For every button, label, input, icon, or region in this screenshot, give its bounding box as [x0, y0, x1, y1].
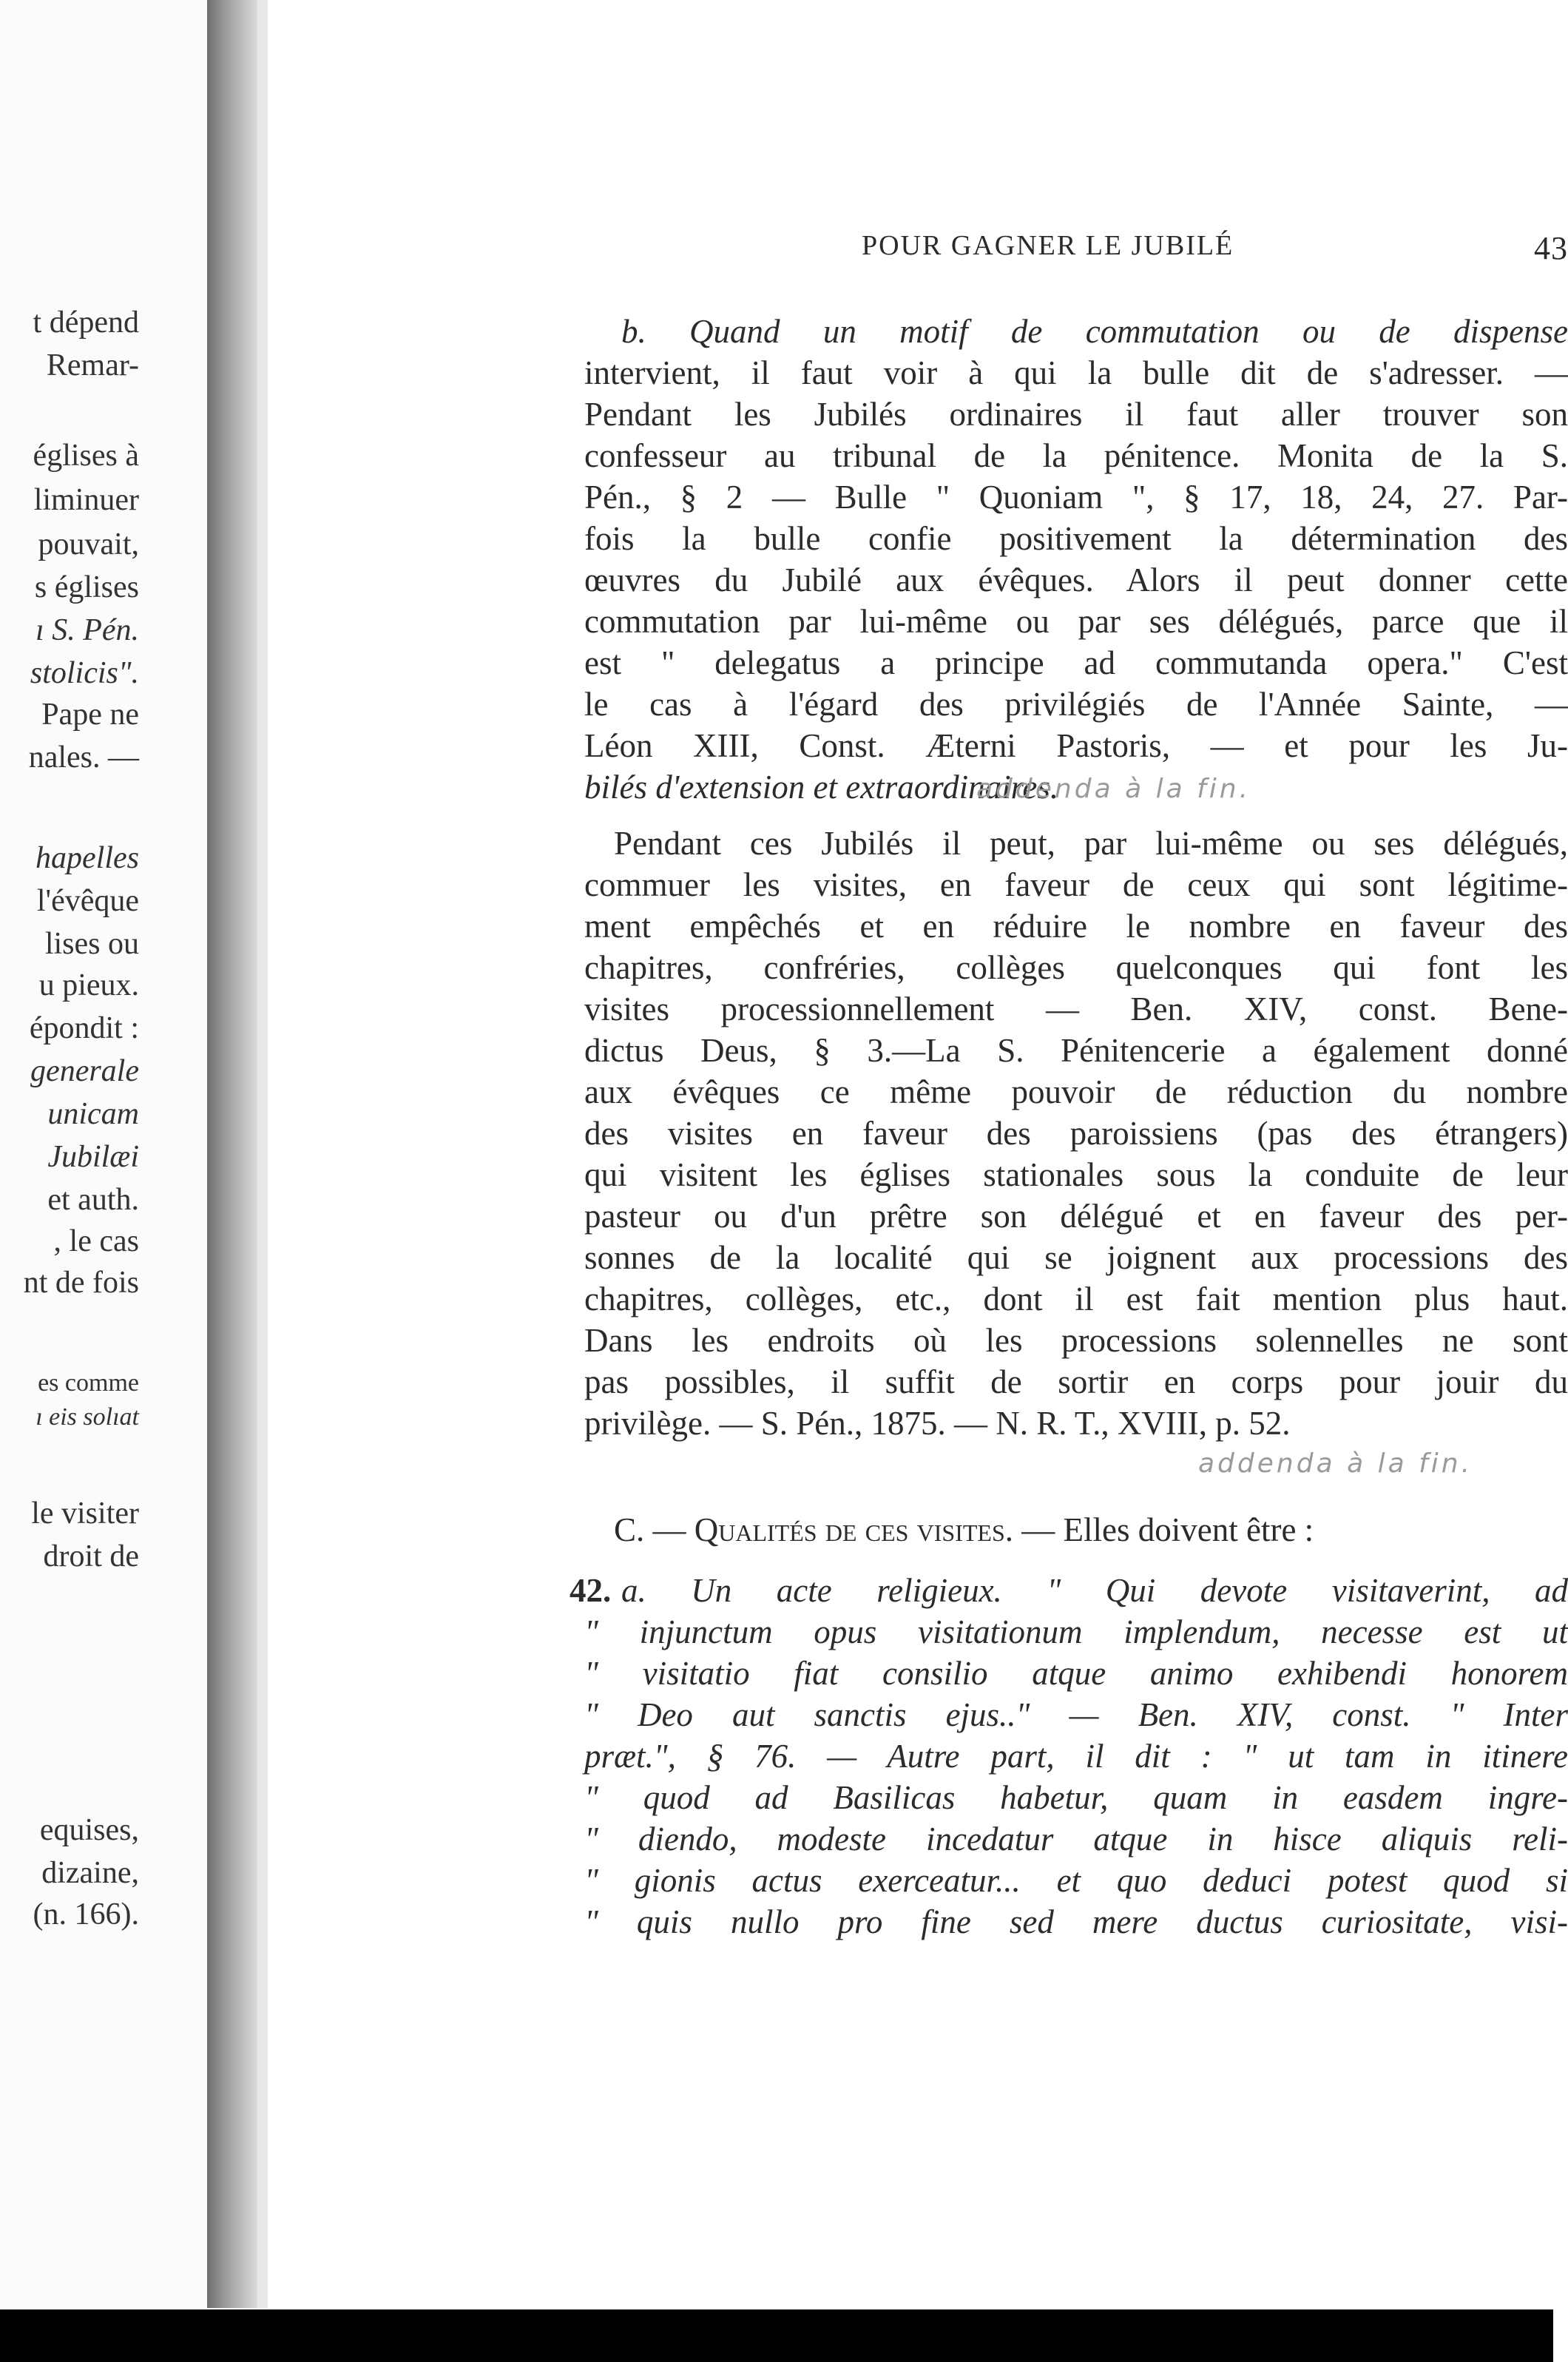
- scan-bottom-border: [0, 2309, 1553, 2362]
- text-line: " diendo, modeste incedatur atque in hisce aliquis reli-: [584, 1821, 1568, 1857]
- page-number: 43: [1534, 230, 1568, 266]
- text-line: commuer les visites, en faveur de ceux qui sont légitime-: [584, 866, 1568, 903]
- text-line: bilés d'extension et extraordinaires.: [584, 769, 1059, 806]
- text-line: Dans les endroits où les processions solennelles ne sont: [584, 1322, 1568, 1359]
- text-line: confesseur au tribunal de la pénitence. Monita de la S.: [584, 437, 1568, 474]
- facing-line: ı eis solıat: [36, 1403, 139, 1431]
- facing-line: Jubilæi: [47, 1140, 139, 1174]
- text-line: a. Un acte religieux. " Qui devote visitaverint, ad: [621, 1572, 1568, 1609]
- book-page: [266, 0, 1568, 2308]
- facing-line: églises à: [33, 439, 139, 473]
- handwritten-annotation: addenda à la fin.: [1198, 1448, 1473, 1479]
- text-line: Pendant ces Jubilés il peut, par lui-même ou ses délégués,: [614, 825, 1568, 862]
- facing-line: nales. —: [28, 740, 139, 775]
- text-line: aux évêques ce même pouvoir de réduction du nombre: [584, 1073, 1568, 1110]
- text-line: pasteur ou d'un prêtre son délégué et en faveur des per-: [584, 1198, 1568, 1235]
- section-heading: [614, 1509, 1568, 1551]
- facing-line: et auth.: [47, 1183, 139, 1217]
- text-line: Léon XIII, Const. Æterni Pastoris, — et pour les Ju-: [584, 727, 1568, 764]
- facing-line: Pape ne: [41, 698, 139, 732]
- text-line: œuvres du Jubilé aux évêques. Alors il peut donner cette: [584, 561, 1568, 598]
- text-line: chapitres, confréries, collèges quelconques qui font les: [584, 949, 1568, 986]
- text-line: visites processionnellement — Ben. XIV, const. Bene-: [584, 991, 1568, 1028]
- text-line: " Deo aut sanctis ejus.." — Ben. XIV, const. " Inter: [584, 1696, 1568, 1733]
- text-line: præt.", § 76. — Autre part, il dit : " ut tam in itinere: [584, 1738, 1568, 1775]
- text-line: est " delegatus a principe ad commutanda opera." C'est: [584, 644, 1568, 681]
- section-intro: — Elles doivent être :: [1021, 1511, 1314, 1548]
- text-line: " gionis actus exerceatur... et quo deduci potest quod si: [584, 1862, 1568, 1899]
- text-line: privilège. — S. Pén., 1875. — N. R. T., XVIII, p. 52.: [584, 1405, 1291, 1442]
- facing-line: pouvait,: [38, 527, 139, 561]
- facing-line: equises,: [39, 1813, 139, 1847]
- facing-line: droit de: [43, 1539, 139, 1573]
- facing-line: nt de fois: [23, 1266, 139, 1300]
- facing-line: generale: [30, 1054, 139, 1088]
- facing-line: u pieux.: [38, 968, 139, 1002]
- paragraph-number: 42.: [570, 1572, 612, 1609]
- facing-line: dizaine,: [41, 1856, 139, 1890]
- text-line: Pendant les Jubilés ordinaires il faut aller trouver son: [584, 396, 1568, 433]
- text-line: " quis nullo pro fine sed mere ductus curiositate, visi-: [584, 1903, 1568, 1940]
- text-line: pas possibles, il suffit de sortir en corps pour jouir du: [584, 1363, 1568, 1400]
- text-line: des visites en faveur des paroissiens (pas des étrangers): [584, 1115, 1568, 1152]
- text-line: Pén., § 2 — Bulle " Quoniam ", § 17, 18, 24, 27. Par-: [584, 479, 1568, 516]
- text-line: qui visitent les églises stationales sous la conduite de leur: [584, 1156, 1568, 1193]
- text-line: " quod ad Basilicas habetur, quam in easdem ingre-: [584, 1779, 1568, 1816]
- running-title: POUR GAGNER LE JUBILÉ: [862, 230, 1234, 261]
- facing-line: ı S. Pén.: [36, 613, 139, 647]
- text-line: commutation par lui-même ou par ses délégués, parce que il: [584, 603, 1568, 640]
- text-line: sonnes de la localité qui se joignent aux processions des: [584, 1239, 1568, 1276]
- facing-line: unicam: [47, 1097, 139, 1131]
- facing-line: lises ou: [44, 927, 139, 961]
- facing-line: le visiter: [31, 1497, 139, 1531]
- text-line: " visitatio fiat consilio atque animo exhibendi honorem: [584, 1655, 1568, 1692]
- facing-line: t dépend: [33, 306, 139, 340]
- facing-line: , le cas: [53, 1224, 139, 1258]
- text-line: fois la bulle confie positivement la détermination des: [584, 520, 1568, 557]
- facing-line: es comme: [38, 1369, 139, 1397]
- section-letter: C. —: [614, 1511, 686, 1548]
- facing-line: épondit :: [29, 1011, 139, 1045]
- text-line: intervient, il faut voir à qui la bulle dit de s'adresser. —: [584, 354, 1568, 391]
- facing-line: stolicis".: [30, 656, 139, 690]
- text-line: dictus Deus, § 3.—La S. Pénitencerie a également donné: [584, 1032, 1568, 1069]
- text-line: chapitres, collèges, etc., dont il est fait mention plus haut.: [584, 1280, 1568, 1317]
- text-line: " injunctum opus visitationum implendum, necesse est ut: [584, 1613, 1568, 1650]
- facing-line: liminuer: [33, 483, 139, 517]
- facing-page-strip: [0, 0, 207, 2308]
- text-line: le cas à l'égard des privilégiés de l'Année Sainte, —: [584, 686, 1568, 723]
- section-title: Qualités de ces visites.: [694, 1511, 1014, 1548]
- text-line: b. Quand un motif de commutation ou de dispense: [621, 313, 1568, 350]
- facing-line: hapelles: [36, 841, 139, 875]
- facing-line: (n. 166).: [33, 1897, 139, 1931]
- handwritten-annotation: addenda à la fin.: [976, 774, 1251, 804]
- facing-line: Remar-: [46, 348, 139, 382]
- facing-line: l'évêque: [36, 884, 139, 918]
- facing-line: s églises: [34, 570, 139, 604]
- text-line: ment empêchés et en réduire le nombre en faveur des: [584, 908, 1568, 945]
